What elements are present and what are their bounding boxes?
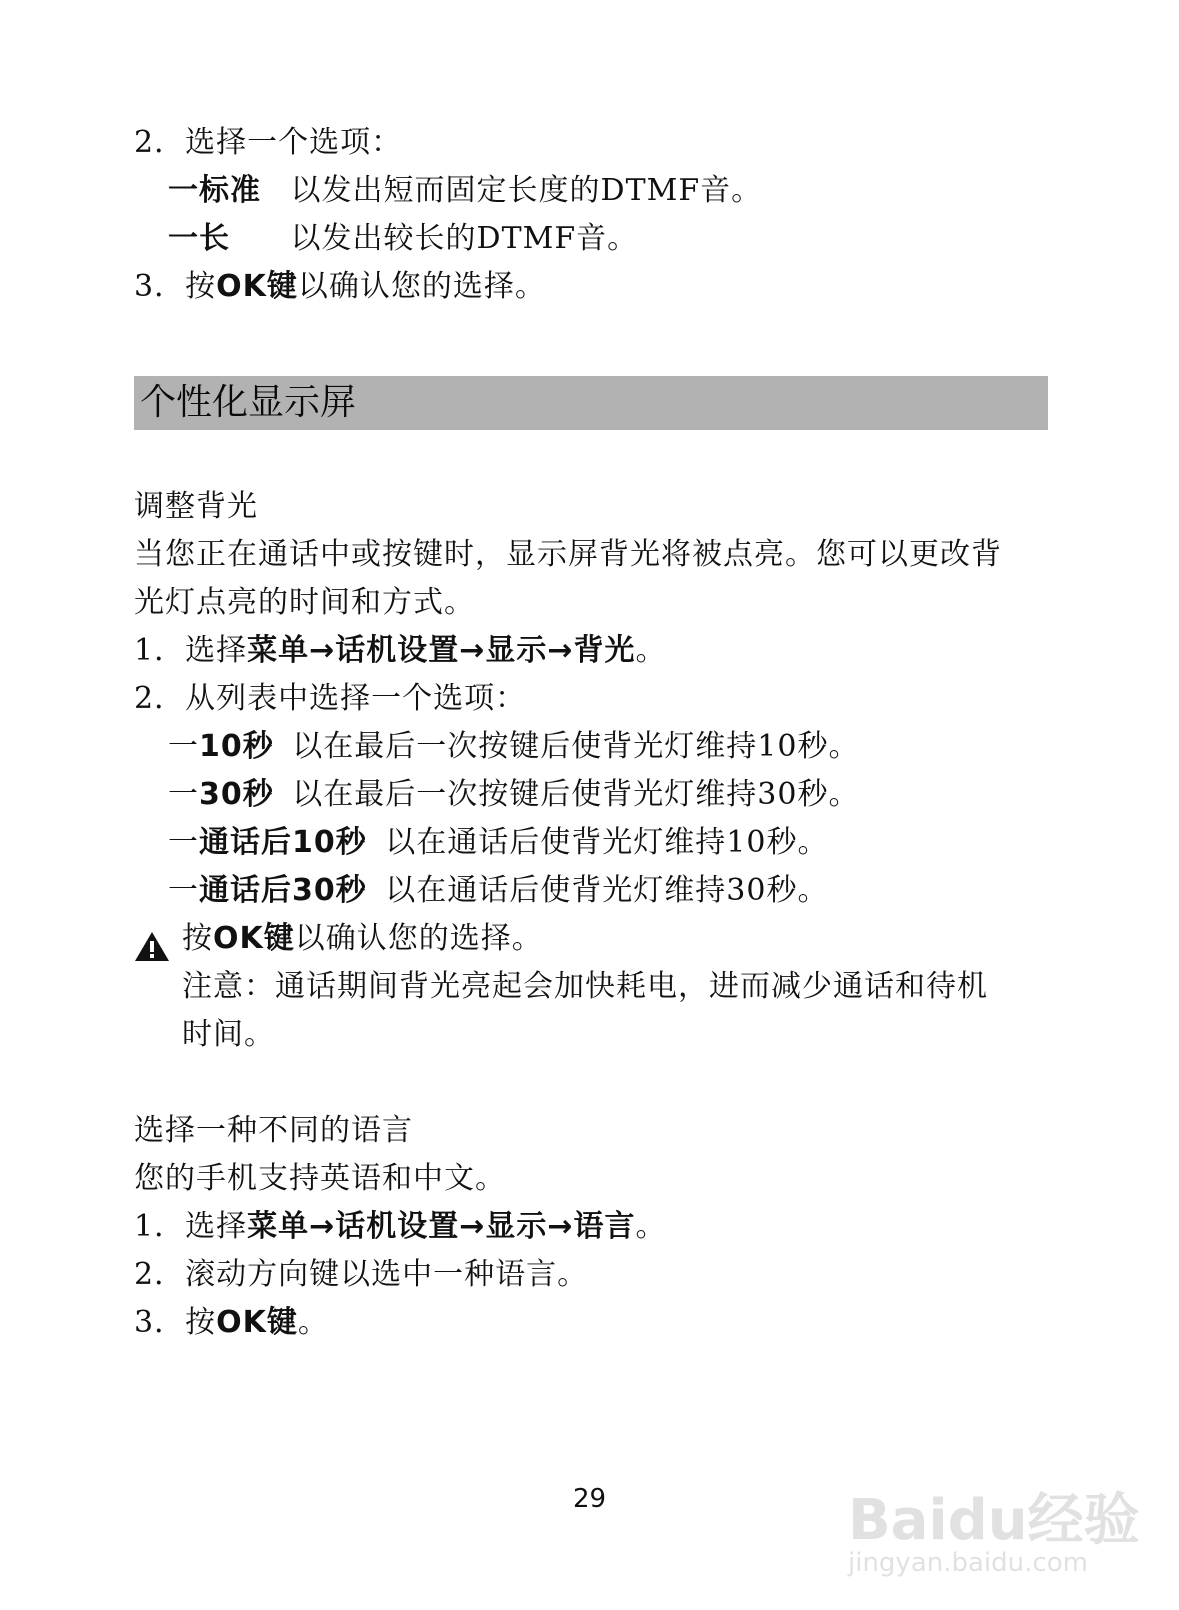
backlight-option-30s bbox=[168, 775, 859, 815]
baidu-watermark bbox=[848, 1440, 1148, 1590]
option-standard-term: 一标准 bbox=[168, 173, 261, 208]
option-desc: 以在最后一次按键后使背光灯维持10秒。 bbox=[292, 729, 860, 764]
watermark-logo: Baidu经验 bbox=[848, 1488, 1140, 1553]
watermark-url: jingyan.baidu.com bbox=[848, 1548, 1088, 1578]
backlight-step-3 bbox=[182, 919, 543, 959]
backlight-option-10s bbox=[168, 727, 859, 767]
option-term: 30秒 bbox=[199, 777, 274, 812]
backlight-menu-path: 菜单→话机设置→显示→背光 bbox=[247, 633, 636, 668]
option-desc: 以在通话后使背光灯维持10秒。 bbox=[385, 825, 829, 860]
step-3-key: OK键 bbox=[216, 269, 298, 304]
option-long-term: 一长 bbox=[168, 221, 230, 256]
warning-triangle-icon bbox=[134, 930, 170, 962]
option-dash: 一 bbox=[168, 729, 199, 764]
step-3-pre: 3．按 bbox=[134, 269, 217, 304]
language-step-3-pre: 3．按 bbox=[134, 1305, 217, 1340]
option-desc: 以在通话后使背光灯维持30秒。 bbox=[385, 873, 829, 908]
option-long bbox=[168, 219, 638, 259]
backlight-step-3-pre: 按 bbox=[182, 921, 213, 956]
backlight-heading: 调整背光 bbox=[134, 489, 258, 524]
option-standard-desc: 以发出短而固定长度的DTMF音。 bbox=[290, 173, 763, 208]
section-title: 个性化显示屏 bbox=[140, 382, 357, 423]
option-desc: 以在最后一次按键后使背光灯维持30秒。 bbox=[292, 777, 860, 812]
backlight-option-after-call-30s bbox=[168, 871, 828, 911]
step-3-post: 以确认您的选择。 bbox=[297, 269, 546, 304]
backlight-step-3-post: 以确认您的选择。 bbox=[294, 921, 543, 956]
backlight-step-1 bbox=[134, 631, 667, 671]
step-3-line bbox=[134, 267, 546, 307]
language-step-3 bbox=[134, 1303, 329, 1343]
language-step-1-pre: 1．选择 bbox=[134, 1209, 248, 1244]
backlight-step-1-post: 。 bbox=[635, 633, 667, 668]
language-step-2: 2．滚动方向键以选中一种语言。 bbox=[134, 1257, 589, 1292]
option-dash: 一 bbox=[168, 777, 199, 812]
option-standard bbox=[168, 171, 762, 211]
option-term: 通话后10秒 bbox=[199, 825, 367, 860]
section-header-bar bbox=[134, 376, 1048, 430]
option-dash: 一 bbox=[168, 825, 199, 860]
note-line-2: 时间。 bbox=[182, 1017, 275, 1052]
backlight-step-1-pre: 1．选择 bbox=[134, 633, 248, 668]
language-step-3-post: 。 bbox=[297, 1305, 329, 1340]
backlight-step-3-key: OK键 bbox=[213, 921, 295, 956]
language-step-1 bbox=[134, 1207, 667, 1247]
step-2-line bbox=[134, 123, 402, 163]
backlight-paragraph-line-2: 光灯点亮的时间和方式。 bbox=[134, 585, 475, 620]
option-term: 通话后30秒 bbox=[199, 873, 367, 908]
language-step-1-post: 。 bbox=[635, 1209, 667, 1244]
note-line-1: 注意：通话期间背光亮起会加快耗电，进而减少通话和待机 bbox=[182, 969, 988, 1004]
option-dash: 一 bbox=[168, 873, 199, 908]
page-number: 29 bbox=[572, 1484, 607, 1514]
backlight-paragraph-line-1: 当您正在通话中或按键时，显示屏背光将被点亮。您可以更改背 bbox=[134, 537, 1002, 572]
backlight-step-2: 2．从列表中选择一个选项： bbox=[134, 681, 527, 716]
step-2-text: 2．选择一个选项： bbox=[134, 125, 403, 160]
language-step-3-key: OK键 bbox=[216, 1305, 298, 1340]
option-term: 10秒 bbox=[199, 729, 274, 764]
language-menu-path: 菜单→话机设置→显示→语言 bbox=[247, 1209, 636, 1244]
backlight-option-after-call-10s bbox=[168, 823, 828, 863]
language-paragraph: 您的手机支持英语和中文。 bbox=[134, 1161, 506, 1196]
language-heading: 选择一种不同的语言 bbox=[134, 1113, 413, 1148]
option-long-desc: 以发出较长的DTMF音。 bbox=[290, 221, 639, 256]
